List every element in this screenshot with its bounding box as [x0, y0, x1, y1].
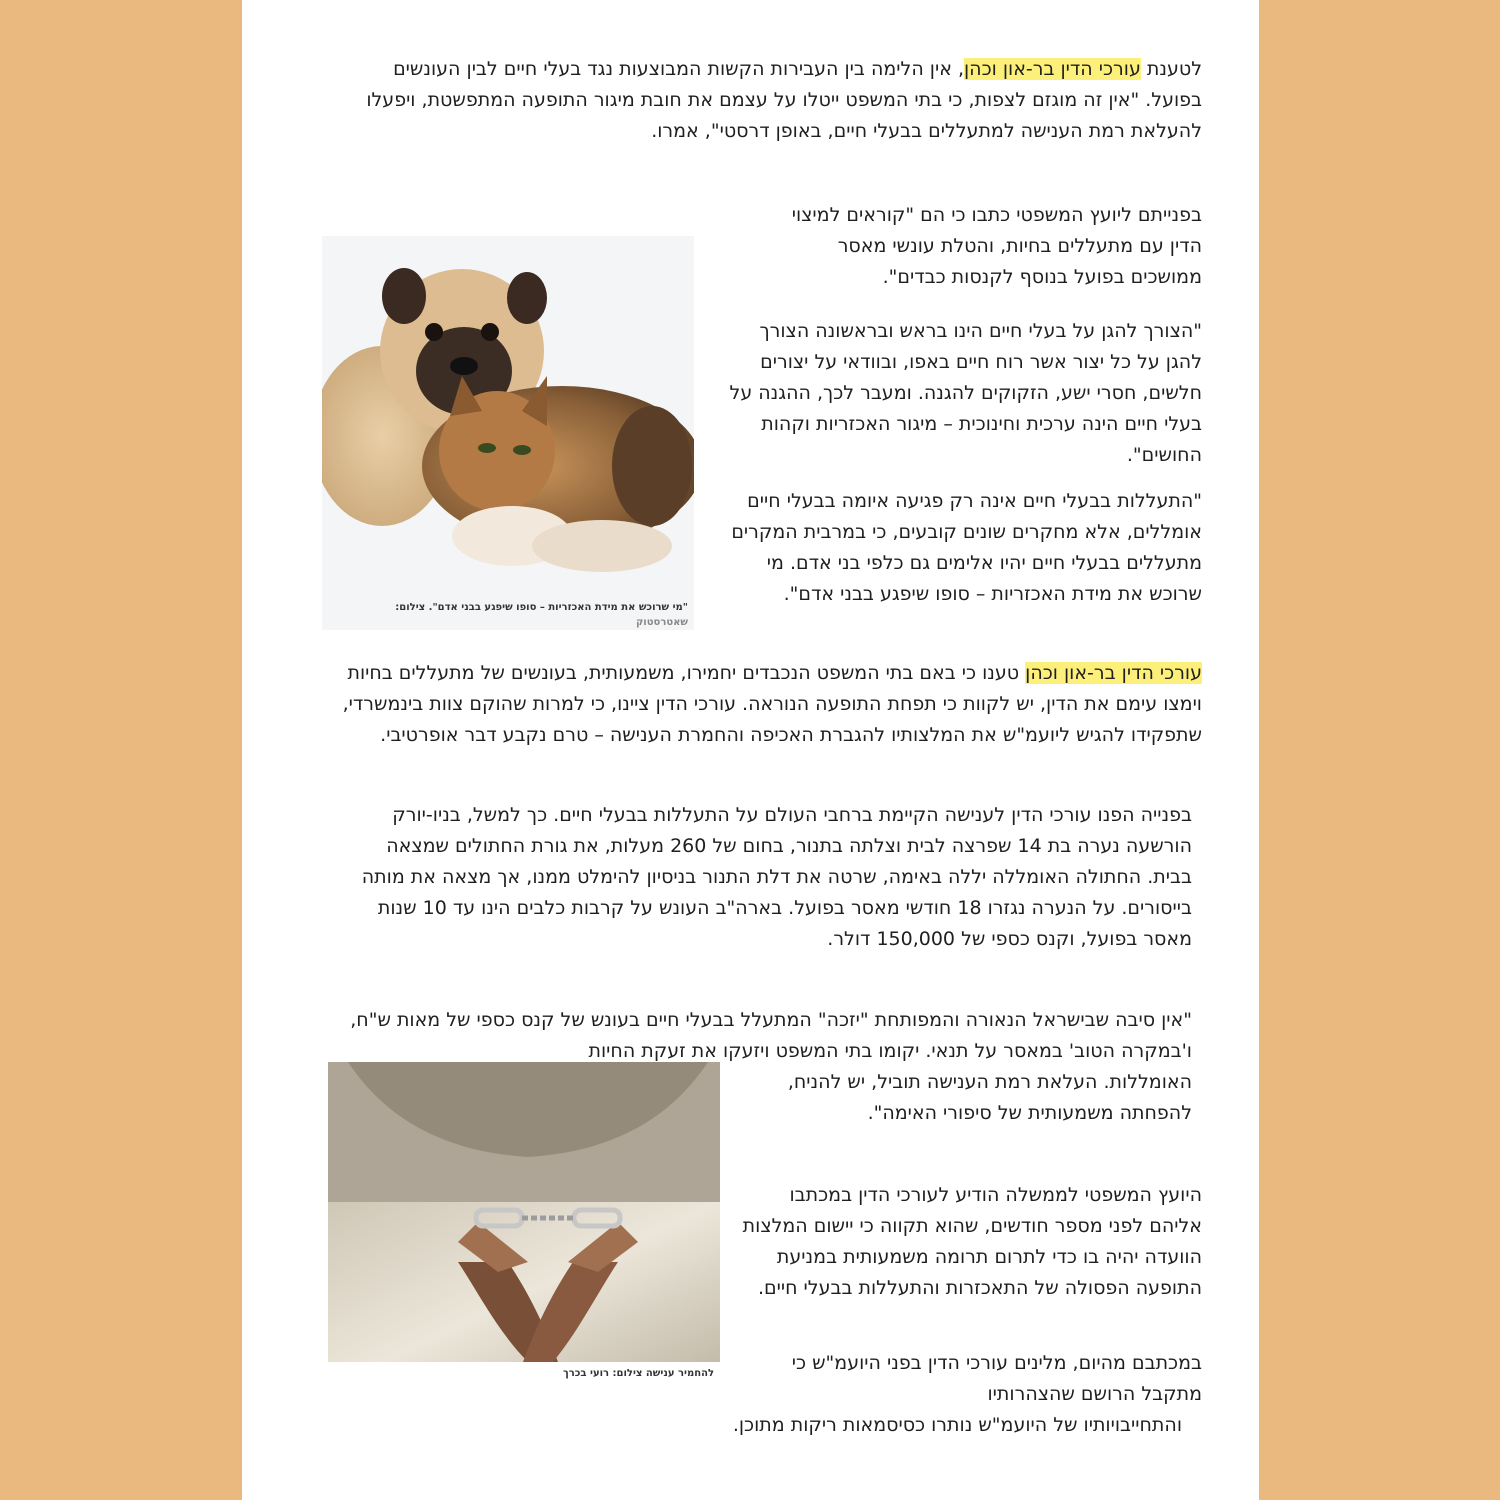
handcuffs-photo-caption: להחמיר ענישה צילום: רועי בכרך: [562, 1368, 714, 1379]
highlight-lawyers-2: עורכי הדין בר-און וכהן: [1025, 662, 1202, 684]
paragraph-5: [332, 658, 1202, 751]
document-page: [242, 0, 1259, 1500]
handcuffs-image: [328, 1062, 720, 1388]
paragraph-7a: "אין סיבה שבישראל הנאורה והמפותחת "יזכה" המתעלל בבעלי חיים בעונש של קנס כספי של מאות ש"ח, ו'במקרה הטוב' במאסר על תנאי. יקומו בתי המשפט ויזעקו את זעקת החיות: [350, 1009, 1192, 1062]
paragraph-2: בפנייתם ליועץ המשפטי כתבו כי הם "קוראים למיצוי הדין עם מתעללים בחיות, והטלת עונשי מאסר ממושכים בפועל בנוסף לקנסות כבדים".: [791, 204, 1202, 288]
paragraph-9a: במכתבם מהיום, מלינים עורכי הדין בפני היועמ"ש כי מתקבל הרושם שהצהרותיו: [791, 1352, 1202, 1405]
paragraph-1-prefix: לטענת: [1140, 58, 1202, 80]
paragraph-4: "התעללות בבעלי חיים אינה רק פגיעה איומה בבעלי חיים אומללים, אלא מחקרים שונים קובעים, כי במרבית המקרים מתעללים בבעלי חיים יהיו אלימים גם כלפי בני אדם. מי שרוכש את מידת האכזריות – סופו שיפגע בבני אדם".: [731, 490, 1202, 605]
handcuffs-photo: [328, 1062, 720, 1388]
paragraph-7b: האומללות. העלאת רמת הענישה תוביל, יש להניח, להפחתה משמעותית של סיפורי האימה".: [787, 1071, 1192, 1124]
paragraph-9b: והתחייבויותיו של היועמ"ש נותרו כסיסמאות ריקות מתוכן.: [732, 1414, 1182, 1436]
highlight-lawyers: עורכי הדין בר-און וכהן: [963, 58, 1141, 80]
paragraph-6: בפנייה הפנו עורכי הדין לענישה הקיימת ברחבי העולם על התעללות בבעלי חיים. כך למשל, בניו-יורק הורשעה נערה בת 14 שפרצה לבית וצלתה בתנור, בחום של 260 מעלות, את גורת החתולים שמצאה בבית. החתולה האומללה יללה באימה, שרטה את דלת התנור בניסיון להימלט ממנו, אך מצאה את מותה בייסורים. על הנערה נגזרו 18 חודשי מאסר בפועל. בארה"ב העונש על קרבות כלבים הינו עד 10 שנות מאסר בפועל, וקנס כספי של 150,000 דולר.: [361, 804, 1192, 950]
paragraph-1: [347, 54, 1202, 147]
paragraph-5-text: טענו כי באם בתי המשפט הנכבדים יחמירו, משמעותית, בעונשים של מתעללים בחיות וימצו עימם את הדין, יש לקוות כי תפחת התופעה הנוראה. עורכי הדין ציינו, כי למרות שהוקם צוות בינמשרדי, שתפקידו להגיש ליועמ"ש את המלצותיו להגברת האכיפה והחמרת הענישה – טרם נקבע דבר אופרטיבי.: [342, 662, 1202, 746]
pug-and-cat-photo: [322, 236, 694, 630]
paragraph-8: היועץ המשפטי לממשלה הודיע לעורכי הדין במכתבו אליהם לפני מספר חודשים, שהוא תקווה כי יישום המלצות הוועדה יהיה בו כדי לתרום תרומה משמעותית במניעת התופעה הפסולה של התאכזרות והתעללות בבעלי חיים.: [742, 1184, 1202, 1299]
pets-photo-caption: "מי שרוכש את מידת האכזריות – סופו שיפגע בבני אדם". צילום:: [395, 602, 688, 613]
pets-photo-caption-credit: שאטרסטוק: [635, 617, 688, 628]
pug-and-cat-image: [322, 236, 694, 630]
paragraph-3: "הצורך להגן על בעלי חיים הינו בראש ובראשונה הצורך להגן על כל יצור אשר רוח חיים באפו, ובוודאי על יצורים חלשים, חסרי ישע, הזקוקים להגנה. ומעבר לכך, ההגנה על בעלי חיים הינה ערכית וחינוכית – מיגור האכזריות וקהות החושים".: [729, 320, 1202, 466]
paragraph-1-text: , אין הלימה בין העבירות הקשות המבוצעות נגד בעלי חיים לבין העונשים בפועל. "אין זה מוגזם לצפות, כי בתי המשפט ייטלו על עצמם את חובת מיגור התופעה המתפשטת, ויפעלו להעלאת רמת הענישה למתעללים בבעלי חיים, באופן דרסטי", אמרו.: [366, 58, 1202, 142]
